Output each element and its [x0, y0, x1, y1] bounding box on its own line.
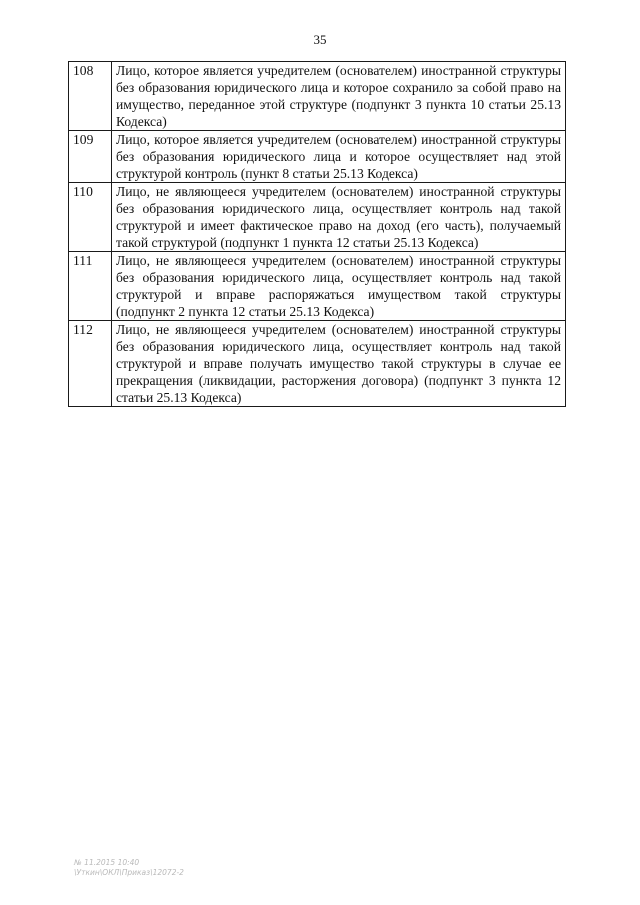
row-code: 108 — [69, 62, 112, 131]
table-row — [69, 183, 566, 252]
row-code: 112 — [69, 321, 112, 407]
table-row — [69, 321, 566, 407]
row-code: 111 — [69, 252, 112, 321]
table-row — [69, 252, 566, 321]
row-description: Лицо, которое является учредителем (основателем) иностранной структуры без образования юридического лица и которое осуществляет над этой структурой контроль (пункт 8 статьи 25.13 Кодекса) — [112, 131, 566, 183]
document-footer-stamp — [74, 858, 184, 878]
table-row — [69, 62, 566, 131]
row-description: Лицо, которое является учредителем (основателем) иностранной структуры без образования юридического лица и которое сохранило за собой право на имущество, переданное этой структуре (подпункт 3 пункта 10 статьи 25.13 Кодекса) — [112, 62, 566, 131]
row-description: Лицо, не являющееся учредителем (основателем) иностранной структуры без образования юридического лица, осуществляет контроль над такой структурой и имеет фактическое право на доход (его часть), получаемый такой структурой (подпункт 1 пункта 12 статьи 25.13 Кодекса) — [112, 183, 566, 252]
footer-line: \Уткин\ОКЛ\Приказ\12072-2 — [74, 868, 184, 877]
taxpayer-status-codes-table — [68, 61, 566, 407]
row-code: 109 — [69, 131, 112, 183]
page-number: 35 — [313, 32, 327, 47]
footer-line: № 11.2015 10:40 — [74, 858, 140, 867]
row-code: 110 — [69, 183, 112, 252]
row-description: Лицо, не являющееся учредителем (основателем) иностранной структуры без образования юридического лица, осуществляет контроль над такой структурой и вправе распоряжаться имуществом такой структуры (подпункт 2 пункта 12 статьи 25.13 Кодекса) — [112, 252, 566, 321]
row-description: Лицо, не являющееся учредителем (основателем) иностранной структуры без образования юридического лица, осуществляет контроль над такой структурой и вправе получать имущество такой структуры в случае ее прекращения (ликвидации, расторжения договора) (подпункт 3 пункта 12 статьи 25.13 Кодекса) — [112, 321, 566, 407]
table-row — [69, 131, 566, 183]
